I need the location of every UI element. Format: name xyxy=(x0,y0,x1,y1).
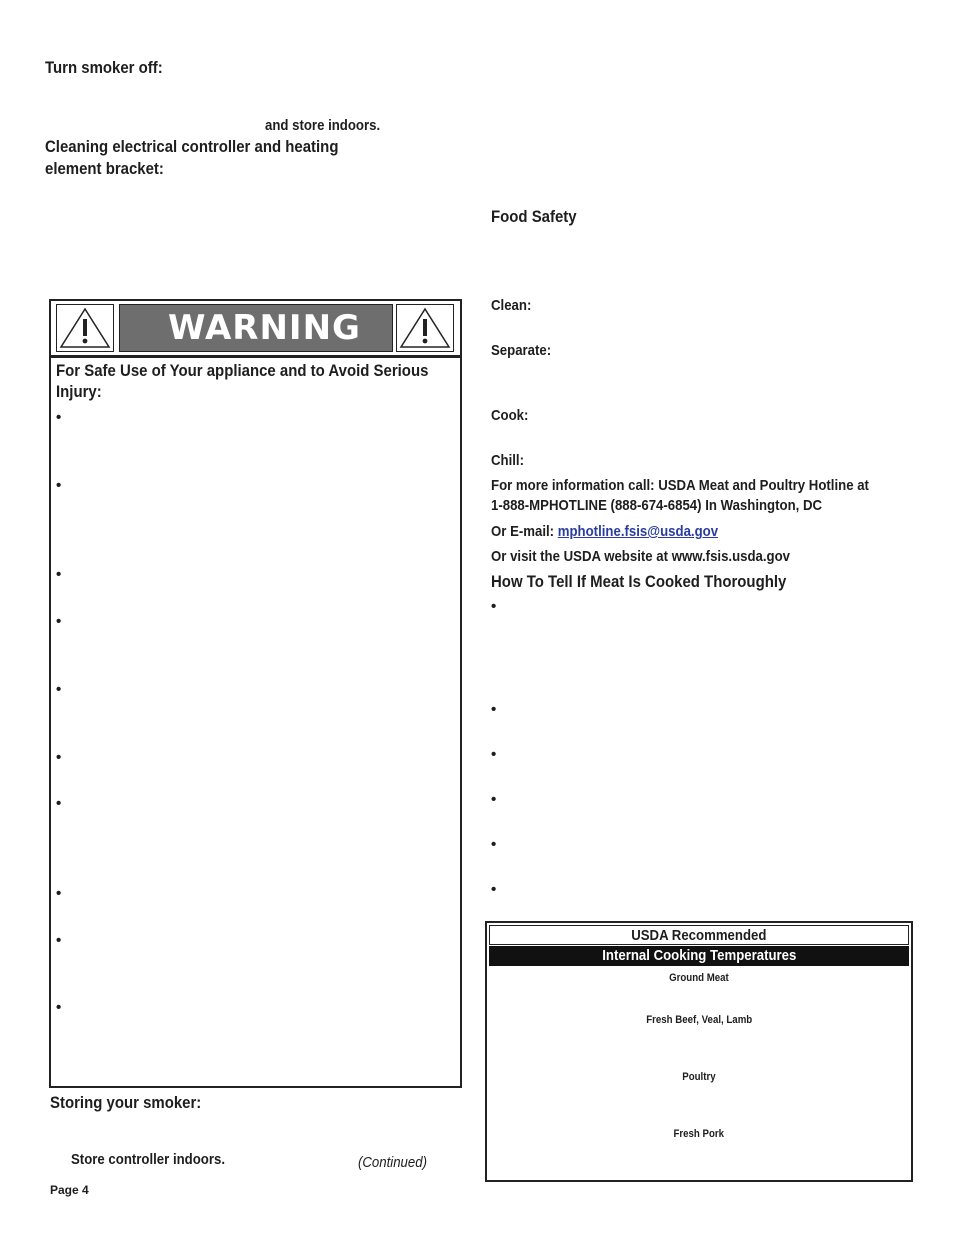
warning-bullet: • xyxy=(56,681,62,698)
usda-category-ground-meat xyxy=(487,972,911,984)
meat-bullet: • xyxy=(491,746,497,763)
usda-category-beef-veal-lamb xyxy=(487,1014,911,1026)
warning-bullet: • xyxy=(56,885,62,902)
warning-heading-line2: Injury: xyxy=(56,382,102,401)
warning-triangle-right xyxy=(396,304,454,352)
cleaning-heading-line1: Cleaning electrical controller and heating xyxy=(45,137,339,156)
warning-bullet: • xyxy=(56,999,62,1016)
warning-bullet: • xyxy=(56,795,62,812)
storing-heading: Storing your smoker: xyxy=(50,1093,202,1112)
usda-temperature-table xyxy=(485,921,913,1182)
turn-smoker-off-heading: Turn smoker off: xyxy=(45,58,163,77)
warning-bullet: • xyxy=(56,932,62,949)
warning-header xyxy=(51,301,460,358)
usda-category-poultry xyxy=(487,1071,911,1083)
cook-label: Cook: xyxy=(491,407,529,424)
usda-category-label: Poultry xyxy=(682,1071,716,1083)
meat-cooked-heading: How To Tell If Meat Is Cooked Thoroughly xyxy=(491,572,787,591)
clean-label: Clean: xyxy=(491,297,532,314)
hotline-info-line1: For more information call: USDA Meat and Poultry Hotline at xyxy=(491,477,869,494)
warning-triangle-icon xyxy=(397,305,453,351)
chill-label: Chill: xyxy=(491,452,524,469)
meat-bullet: • xyxy=(491,836,497,853)
separate-label: Separate: xyxy=(491,342,552,359)
warning-bullet: • xyxy=(56,477,62,494)
usda-table-title-text: USDA Recommended xyxy=(631,927,767,944)
cleaning-heading-line2: element bracket: xyxy=(45,159,164,178)
usda-table-subtitle xyxy=(489,946,909,966)
warning-bullet: • xyxy=(56,409,62,426)
warning-bullet: • xyxy=(56,566,62,583)
usda-category-label: Ground Meat xyxy=(669,972,729,984)
hotline-info-line2: 1-888-MPHOTLINE (888-674-6854) In Washington, DC xyxy=(491,497,823,514)
warning-triangle-icon xyxy=(57,305,113,351)
warning-bullet: • xyxy=(56,749,62,766)
meat-bullet: • xyxy=(491,881,497,898)
meat-bullet: • xyxy=(491,791,497,808)
continued-label: (Continued) xyxy=(358,1154,427,1171)
warning-heading-line1: For Safe Use of Your appliance and to Avoid Serious xyxy=(56,361,429,380)
email-link[interactable]: mphotline.fsis@usda.gov xyxy=(557,523,719,540)
usda-category-label: Fresh Pork xyxy=(673,1128,725,1140)
warning-box xyxy=(49,299,462,1088)
usda-table-title xyxy=(489,925,909,945)
website-line: Or visit the USDA website at www.fsis.usda.gov xyxy=(491,548,791,565)
meat-bullet: • xyxy=(491,598,497,615)
email-line xyxy=(491,523,718,540)
page-number: Page 4 xyxy=(50,1183,89,1197)
usda-category-label: Fresh Beef, Veal, Lamb xyxy=(646,1014,752,1026)
store-indoors-text: and store indoors. xyxy=(265,117,381,134)
usda-table-subtitle-text: Internal Cooking Temperatures xyxy=(601,947,797,964)
store-controller-text: Store controller indoors. xyxy=(71,1151,226,1168)
food-safety-heading: Food Safety xyxy=(491,207,577,226)
usda-category-fresh-pork xyxy=(487,1128,911,1140)
meat-bullet: • xyxy=(491,701,497,718)
warning-banner: WARNING xyxy=(119,304,393,352)
warning-bullet: • xyxy=(56,613,62,630)
email-prefix: Or E-mail: xyxy=(491,523,558,540)
warning-triangle-left xyxy=(56,304,114,352)
